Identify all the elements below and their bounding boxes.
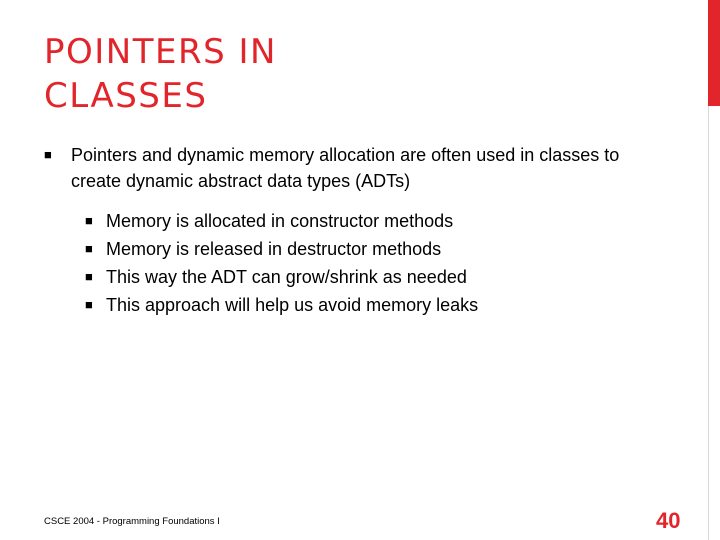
- sub-bullet-item: [44, 235, 664, 263]
- sub-bullet-text: This approach will help us avoid memory leaks: [106, 295, 479, 315]
- sub-bullet-text: Memory is allocated in constructor methods: [106, 211, 454, 231]
- square-bullet-icon: ■: [44, 147, 52, 162]
- side-divider: [708, 106, 709, 540]
- slide-footer: CSCE 2004 - Programming Foundations I: [44, 516, 220, 527]
- sub-bullet-list: [44, 207, 664, 319]
- slide-title-line-2: CLASSES: [44, 76, 208, 116]
- sub-bullet-text: This way the ADT can grow/shrink as needed: [106, 267, 467, 287]
- square-bullet-icon: ■: [85, 297, 93, 312]
- square-bullet-icon: ■: [85, 241, 93, 256]
- accent-bar: [708, 0, 720, 106]
- slide-content: [44, 142, 664, 319]
- square-bullet-icon: ■: [85, 269, 93, 284]
- main-bullet-text: Pointers and dynamic memory allocation are often used in classes to create dynamic abstract data types (ADTs): [71, 145, 620, 191]
- sub-bullet-text: Memory is released in destructor methods: [106, 239, 442, 259]
- sub-bullet-item: [44, 291, 664, 319]
- slide-title-line-1: POINTERS IN: [44, 32, 277, 72]
- sub-bullet-item: [44, 207, 664, 235]
- square-bullet-icon: ■: [85, 213, 93, 228]
- sub-bullet-item: [44, 263, 664, 291]
- main-bullet: [44, 142, 664, 194]
- slide-title: [44, 30, 277, 118]
- page-number: 40: [656, 508, 681, 533]
